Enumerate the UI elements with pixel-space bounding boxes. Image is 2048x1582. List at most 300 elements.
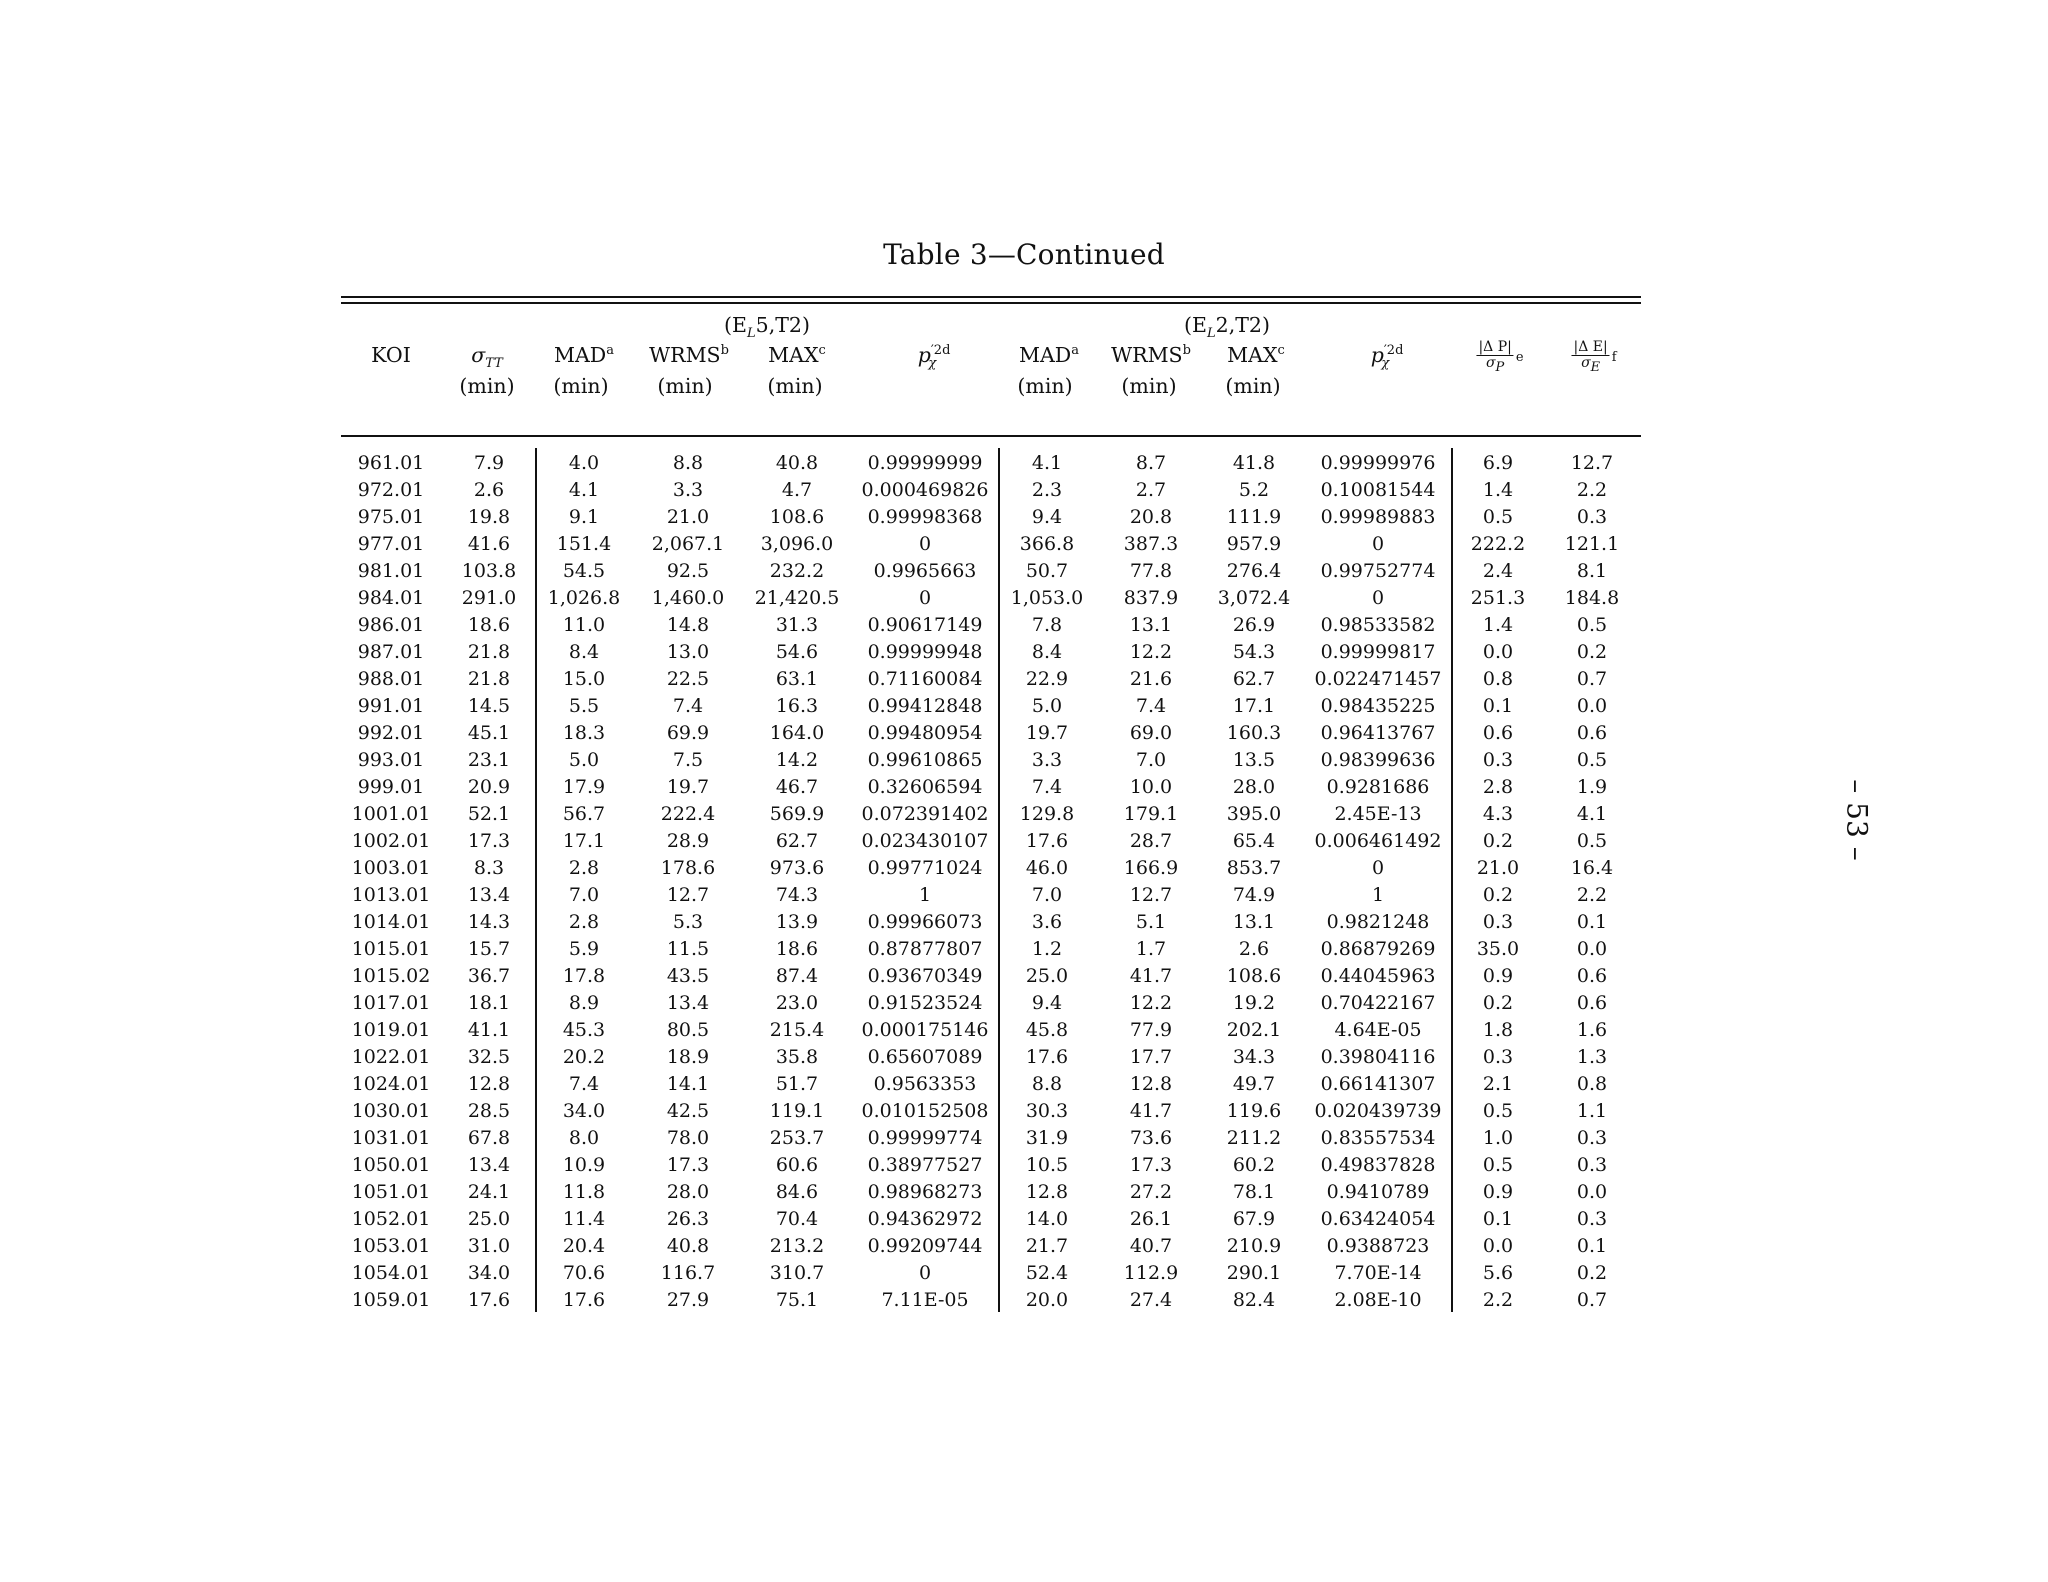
cell-mad-right: 20.0 — [1025, 1289, 1069, 1311]
table-row — [0, 477, 2048, 504]
table-row — [0, 990, 2048, 1017]
cell-sigma-tt: 41.1 — [467, 1019, 511, 1041]
cell-p-left: 0.023430107 — [861, 830, 989, 852]
cell-max-right: 276.4 — [1226, 560, 1282, 582]
cell-koi: 1015.01 — [351, 938, 431, 960]
cell-mad-left: 54.5 — [562, 560, 606, 582]
cell-koi: 1015.02 — [351, 965, 431, 987]
cell-p-left: 0.010152508 — [861, 1100, 989, 1122]
cell-koi: 1053.01 — [351, 1235, 431, 1257]
delta-e-numerator: |Δ E| — [1573, 339, 1608, 355]
cell-delta-p: 0.8 — [1482, 668, 1514, 690]
cell-delta-p: 6.9 — [1482, 452, 1514, 474]
cell-koi: 999.01 — [357, 776, 425, 798]
cell-delta-e: 1.6 — [1576, 1019, 1608, 1041]
group-left-tail: 5,T2) — [755, 313, 810, 337]
unit-max-left: (min) — [767, 374, 823, 398]
cell-max-left: 973.6 — [769, 857, 825, 879]
cell-delta-p: 0.9 — [1482, 965, 1514, 987]
cell-mad-left: 8.4 — [568, 641, 600, 663]
cell-mad-left: 8.0 — [568, 1127, 600, 1149]
cell-wrms-right: 41.7 — [1129, 1100, 1173, 1122]
sigma-symbol: σ — [1485, 355, 1496, 372]
cell-sigma-tt: 52.1 — [467, 803, 511, 825]
cell-sigma-tt: 24.1 — [467, 1181, 511, 1203]
cell-delta-p: 2.1 — [1482, 1073, 1514, 1095]
cell-p-left: 0.65607089 — [867, 1046, 983, 1068]
cell-max-left: 215.4 — [769, 1019, 825, 1041]
unit-mad-right: (min) — [1017, 374, 1073, 398]
cell-wrms-right: 69.0 — [1129, 722, 1173, 744]
cell-mad-left: 4.1 — [568, 479, 600, 501]
cell-delta-e: 0.7 — [1576, 1289, 1608, 1311]
cell-wrms-left: 78.0 — [666, 1127, 710, 1149]
table-row — [0, 1233, 2048, 1260]
cell-p-right: 1 — [1371, 884, 1385, 906]
cell-max-right: 13.5 — [1232, 749, 1276, 771]
cell-mad-right: 10.5 — [1025, 1154, 1069, 1176]
max-label: MAX — [1227, 343, 1278, 367]
cell-max-right: 210.9 — [1226, 1235, 1282, 1257]
cell-max-right: 108.6 — [1226, 965, 1282, 987]
cell-wrms-left: 2,067.1 — [651, 533, 725, 555]
cell-sigma-tt: 21.8 — [467, 641, 511, 663]
cell-delta-e: 0.0 — [1576, 695, 1608, 717]
cell-p-right: 2.08E-10 — [1334, 1289, 1422, 1311]
cell-sigma-tt: 34.0 — [467, 1262, 511, 1284]
cell-sigma-tt: 31.0 — [467, 1235, 511, 1257]
cell-delta-p: 0.2 — [1482, 830, 1514, 852]
unit-wrms-left: (min) — [657, 374, 713, 398]
cell-max-right: 28.0 — [1232, 776, 1276, 798]
cell-delta-e: 1.1 — [1576, 1100, 1608, 1122]
wrms-label: WRMS — [1111, 343, 1183, 367]
cell-koi: 987.01 — [357, 641, 425, 663]
cell-delta-p: 251.3 — [1470, 587, 1526, 609]
cell-p-left: 0.000175146 — [861, 1019, 989, 1041]
cell-sigma-tt: 17.3 — [467, 830, 511, 852]
cell-p-right: 0 — [1371, 533, 1385, 555]
cell-mad-left: 5.9 — [568, 938, 600, 960]
cell-mad-left: 11.4 — [562, 1208, 606, 1230]
cell-p-left: 0.99998368 — [867, 506, 983, 528]
group-left-text: (E — [724, 313, 748, 337]
group-right-text: (E — [1184, 313, 1208, 337]
cell-koi: 986.01 — [357, 614, 425, 636]
cell-max-right: 111.9 — [1226, 506, 1282, 528]
cell-delta-e: 0.5 — [1576, 614, 1608, 636]
cell-mad-right: 4.1 — [1031, 452, 1063, 474]
wrms-label: WRMS — [649, 343, 721, 367]
cell-p-left: 0.87877807 — [867, 938, 983, 960]
cell-p-left: 0.98968273 — [867, 1181, 983, 1203]
cell-max-right: 17.1 — [1232, 695, 1276, 717]
cell-mad-left: 56.7 — [562, 803, 606, 825]
table-header-rule — [341, 435, 1641, 437]
page-number: – 53 – — [1840, 779, 1874, 861]
cell-sigma-tt: 19.8 — [467, 506, 511, 528]
table-row — [0, 1017, 2048, 1044]
cell-p-left: 7.11E-05 — [881, 1289, 969, 1311]
cell-max-left: 62.7 — [775, 830, 819, 852]
cell-max-left: 310.7 — [769, 1262, 825, 1284]
table-row — [0, 504, 2048, 531]
cell-p-left: 0.71160084 — [867, 668, 983, 690]
cell-sigma-tt: 15.7 — [467, 938, 511, 960]
cell-mad-right: 17.6 — [1025, 830, 1069, 852]
cell-sigma-tt: 18.1 — [467, 992, 511, 1014]
sigma-symbol: σ — [1581, 355, 1591, 372]
cell-p-right: 0.9410789 — [1326, 1181, 1430, 1203]
table-row — [0, 801, 2048, 828]
p-sub: χ — [928, 356, 937, 372]
cell-p-left: 0 — [918, 533, 932, 555]
cell-mad-right: 2.3 — [1031, 479, 1063, 501]
cell-delta-p: 0.3 — [1482, 911, 1514, 933]
cell-mad-left: 70.6 — [562, 1262, 606, 1284]
table-row — [0, 612, 2048, 639]
cell-sigma-tt: 20.9 — [467, 776, 511, 798]
unit-mad-left: (min) — [553, 374, 609, 398]
cell-wrms-left: 28.9 — [666, 830, 710, 852]
cell-mad-left: 7.0 — [568, 884, 600, 906]
cell-delta-e: 16.4 — [1570, 857, 1614, 879]
cell-koi: 1052.01 — [351, 1208, 431, 1230]
cell-mad-right: 3.3 — [1031, 749, 1063, 771]
cell-mad-left: 15.0 — [562, 668, 606, 690]
table-row — [0, 1152, 2048, 1179]
cell-max-left: 16.3 — [775, 695, 819, 717]
sigma-tt-sub: TT — [485, 356, 503, 372]
cell-wrms-right: 179.1 — [1123, 803, 1179, 825]
cell-max-left: 70.4 — [775, 1208, 819, 1230]
cell-mad-left: 34.0 — [562, 1100, 606, 1122]
mad-label: MAD — [1019, 343, 1072, 367]
cell-sigma-tt: 14.3 — [467, 911, 511, 933]
cell-mad-left: 7.4 — [568, 1073, 600, 1095]
cell-mad-right: 5.0 — [1031, 695, 1063, 717]
max-label: MAX — [768, 343, 819, 367]
table-row — [0, 558, 2048, 585]
cell-wrms-right: 166.9 — [1123, 857, 1179, 879]
cell-sigma-tt: 36.7 — [467, 965, 511, 987]
cell-max-right: 19.2 — [1232, 992, 1276, 1014]
mad-label: MAD — [554, 343, 607, 367]
cell-p-right: 0.9388723 — [1326, 1235, 1430, 1257]
cell-delta-p: 21.0 — [1476, 857, 1520, 879]
cell-delta-e: 12.7 — [1570, 452, 1614, 474]
cell-max-right: 82.4 — [1232, 1289, 1276, 1311]
cell-wrms-right: 12.7 — [1129, 884, 1173, 906]
cell-sigma-tt: 14.5 — [467, 695, 511, 717]
cell-p-right: 0.83557534 — [1320, 1127, 1436, 1149]
col-header-mad-left — [554, 343, 614, 367]
cell-mad-right: 9.4 — [1031, 506, 1063, 528]
table-row — [0, 963, 2048, 990]
cell-max-right: 3,072.4 — [1217, 587, 1291, 609]
cell-mad-left: 17.8 — [562, 965, 606, 987]
table-row — [0, 1206, 2048, 1233]
cell-sigma-tt: 32.5 — [467, 1046, 511, 1068]
cell-p-left: 0.99771024 — [867, 857, 983, 879]
cell-max-left: 213.2 — [769, 1235, 825, 1257]
cell-p-right: 0.98399636 — [1320, 749, 1436, 771]
cell-delta-p: 2.4 — [1482, 560, 1514, 582]
cell-p-right: 0.9281686 — [1326, 776, 1430, 798]
cell-max-right: 49.7 — [1232, 1073, 1276, 1095]
cell-sigma-tt: 2.6 — [473, 479, 505, 501]
cell-delta-p: 5.6 — [1482, 1262, 1514, 1284]
cell-delta-e: 1.3 — [1576, 1046, 1608, 1068]
col-header-wrms-right — [1111, 343, 1191, 367]
cell-p-right: 0.86879269 — [1320, 938, 1436, 960]
cell-p-right: 0.022471457 — [1314, 668, 1442, 690]
cell-delta-p: 0.2 — [1482, 884, 1514, 906]
cell-max-left: 569.9 — [769, 803, 825, 825]
cell-p-left: 0.9965663 — [873, 560, 977, 582]
cell-wrms-left: 27.9 — [666, 1289, 710, 1311]
cell-mad-right: 21.7 — [1025, 1235, 1069, 1257]
col-header-p-left — [917, 343, 951, 372]
cell-sigma-tt: 12.8 — [467, 1073, 511, 1095]
cell-koi: 1054.01 — [351, 1262, 431, 1284]
cell-wrms-left: 69.9 — [666, 722, 710, 744]
mad-sup: a — [1071, 343, 1079, 359]
cell-p-left: 0.99966073 — [867, 911, 983, 933]
cell-delta-p: 0.1 — [1482, 695, 1514, 717]
table-row — [0, 720, 2048, 747]
cell-mad-right: 19.7 — [1025, 722, 1069, 744]
cell-wrms-left: 80.5 — [666, 1019, 710, 1041]
cell-wrms-left: 3.3 — [672, 479, 704, 501]
cell-delta-e: 0.5 — [1576, 749, 1608, 771]
cell-wrms-right: 7.0 — [1135, 749, 1167, 771]
cell-wrms-right: 2.7 — [1135, 479, 1167, 501]
cell-delta-p: 4.3 — [1482, 803, 1514, 825]
cell-koi: 1059.01 — [351, 1289, 431, 1311]
cell-wrms-right: 27.2 — [1129, 1181, 1173, 1203]
table-row — [0, 639, 2048, 666]
cell-wrms-right: 8.7 — [1135, 452, 1167, 474]
cell-p-left: 0.99209744 — [867, 1235, 983, 1257]
cell-delta-e: 2.2 — [1576, 884, 1608, 906]
cell-max-right: 211.2 — [1226, 1127, 1282, 1149]
cell-koi: 993.01 — [357, 749, 425, 771]
cell-wrms-left: 19.7 — [666, 776, 710, 798]
col-header-delta-e — [1571, 339, 1617, 376]
cell-wrms-right: 77.9 — [1129, 1019, 1173, 1041]
col-header-wrms-left — [649, 343, 729, 367]
group-left-sub: L — [747, 326, 756, 342]
cell-mad-right: 9.4 — [1031, 992, 1063, 1014]
cell-sigma-tt: 7.9 — [473, 452, 505, 474]
cell-koi: 991.01 — [357, 695, 425, 717]
cell-wrms-right: 837.9 — [1123, 587, 1179, 609]
cell-delta-p: 0.6 — [1482, 722, 1514, 744]
cell-delta-e: 0.3 — [1576, 1208, 1608, 1230]
cell-p-left: 0 — [918, 1262, 932, 1284]
unit-max-right: (min) — [1225, 374, 1281, 398]
cell-p-right: 4.64E-05 — [1334, 1019, 1422, 1041]
cell-max-right: 62.7 — [1232, 668, 1276, 690]
cell-max-left: 4.7 — [781, 479, 813, 501]
cell-wrms-right: 41.7 — [1129, 965, 1173, 987]
cell-wrms-left: 13.0 — [666, 641, 710, 663]
cell-delta-e: 0.1 — [1576, 911, 1608, 933]
cell-wrms-left: 116.7 — [660, 1262, 716, 1284]
cell-max-right: 853.7 — [1226, 857, 1282, 879]
group-right-tail: 2,T2) — [1215, 313, 1270, 337]
cell-mad-left: 2.8 — [568, 857, 600, 879]
cell-p-right: 0.49837828 — [1320, 1154, 1436, 1176]
col-header-koi: KOI — [371, 343, 411, 367]
cell-max-right: 957.9 — [1226, 533, 1282, 555]
cell-mad-left: 2.8 — [568, 911, 600, 933]
cell-delta-e: 0.7 — [1576, 668, 1608, 690]
mad-sup: a — [606, 343, 614, 359]
cell-max-left: 46.7 — [775, 776, 819, 798]
cell-max-right: 60.2 — [1232, 1154, 1276, 1176]
table-row — [0, 1071, 2048, 1098]
cell-wrms-left: 8.8 — [672, 452, 704, 474]
col-header-max-right — [1227, 343, 1285, 367]
cell-delta-e: 0.3 — [1576, 506, 1608, 528]
cell-mad-right: 50.7 — [1025, 560, 1069, 582]
cell-mad-left: 17.6 — [562, 1289, 606, 1311]
cell-sigma-tt: 45.1 — [467, 722, 511, 744]
cell-delta-e: 0.8 — [1576, 1073, 1608, 1095]
delta-e-denominator — [1579, 355, 1602, 376]
cell-delta-e: 4.1 — [1576, 803, 1608, 825]
sigma-symbol: σ — [471, 343, 486, 367]
table-row — [0, 450, 2048, 477]
cell-max-left: 13.9 — [775, 911, 819, 933]
cell-delta-p: 0.2 — [1482, 992, 1514, 1014]
cell-delta-e: 0.2 — [1576, 1262, 1608, 1284]
cell-wrms-left: 11.5 — [666, 938, 710, 960]
cell-koi: 1019.01 — [351, 1019, 431, 1041]
cell-max-left: 253.7 — [769, 1127, 825, 1149]
cell-mad-right: 31.9 — [1025, 1127, 1069, 1149]
unit-sigma-tt: (min) — [459, 374, 515, 398]
cell-mad-left: 5.5 — [568, 695, 600, 717]
cell-delta-p: 35.0 — [1476, 938, 1520, 960]
cell-koi: 1024.01 — [351, 1073, 431, 1095]
cell-koi: 1051.01 — [351, 1181, 431, 1203]
cell-mad-left: 1,026.8 — [547, 587, 621, 609]
cell-p-left: 0.99610865 — [867, 749, 983, 771]
cell-delta-e: 121.1 — [1564, 533, 1620, 555]
cell-p-left: 0.000469826 — [861, 479, 989, 501]
col-header-mad-right — [1019, 343, 1079, 367]
cell-delta-e: 1.9 — [1576, 776, 1608, 798]
cell-koi: 992.01 — [357, 722, 425, 744]
cell-wrms-left: 12.7 — [666, 884, 710, 906]
cell-mad-left: 17.1 — [562, 830, 606, 852]
table-row — [0, 585, 2048, 612]
cell-max-right: 5.2 — [1238, 479, 1270, 501]
sigma-e-sub: E — [1590, 360, 1601, 376]
cell-delta-e: 0.0 — [1576, 938, 1608, 960]
cell-max-right: 202.1 — [1226, 1019, 1282, 1041]
cell-max-left: 74.3 — [775, 884, 819, 906]
cell-wrms-right: 21.6 — [1129, 668, 1173, 690]
p-label: p — [917, 343, 931, 367]
cell-max-right: 290.1 — [1226, 1262, 1282, 1284]
cell-p-left: 0.99999948 — [867, 641, 983, 663]
cell-p-left: 0 — [918, 587, 932, 609]
cell-p-right: 0.99999976 — [1320, 452, 1436, 474]
cell-wrms-right: 17.7 — [1129, 1046, 1173, 1068]
cell-delta-e: 0.6 — [1576, 992, 1608, 1014]
cell-delta-p: 1.4 — [1482, 614, 1514, 636]
cell-delta-p: 0.5 — [1482, 1100, 1514, 1122]
cell-max-right: 13.1 — [1232, 911, 1276, 933]
cell-max-left: 119.1 — [769, 1100, 825, 1122]
cell-mad-left: 10.9 — [562, 1154, 606, 1176]
cell-wrms-right: 27.4 — [1129, 1289, 1173, 1311]
cell-max-right: 2.6 — [1238, 938, 1270, 960]
cell-p-right: 0.39804116 — [1320, 1046, 1436, 1068]
cell-delta-p: 2.8 — [1482, 776, 1514, 798]
unit-wrms-right: (min) — [1121, 374, 1177, 398]
cell-wrms-right: 13.1 — [1129, 614, 1173, 636]
cell-delta-p: 0.5 — [1482, 1154, 1514, 1176]
cell-delta-e: 8.1 — [1576, 560, 1608, 582]
cell-wrms-right: 17.3 — [1129, 1154, 1173, 1176]
cell-p-right: 0.63424054 — [1320, 1208, 1436, 1230]
cell-wrms-left: 26.3 — [666, 1208, 710, 1230]
cell-wrms-left: 43.5 — [666, 965, 710, 987]
cell-p-right: 0.020439739 — [1314, 1100, 1442, 1122]
cell-mad-right: 17.6 — [1025, 1046, 1069, 1068]
cell-koi: 1030.01 — [351, 1100, 431, 1122]
cell-wrms-left: 222.4 — [660, 803, 716, 825]
table-row — [0, 828, 2048, 855]
cell-p-left: 1 — [918, 884, 932, 906]
cell-mad-left: 20.4 — [562, 1235, 606, 1257]
delta-p-denominator — [1484, 355, 1506, 376]
cell-p-left: 0.38977527 — [867, 1154, 983, 1176]
cell-p-left: 0.9563353 — [873, 1073, 977, 1095]
cell-mad-right: 7.0 — [1031, 884, 1063, 906]
delta-e-fraction — [1571, 339, 1609, 376]
cell-p-right: 0.99999817 — [1320, 641, 1436, 663]
cell-delta-e: 0.1 — [1576, 1235, 1608, 1257]
table-row — [0, 693, 2048, 720]
page-title: Table 3—Continued — [883, 238, 1165, 271]
cell-p-right: 0.98533582 — [1320, 614, 1436, 636]
cell-mad-left: 4.0 — [568, 452, 600, 474]
cell-mad-right: 1.2 — [1031, 938, 1063, 960]
group-header-el2-t2 — [1184, 313, 1270, 342]
table-row — [0, 747, 2048, 774]
delta-p-numerator: |Δ P| — [1478, 339, 1512, 355]
cell-max-right: 160.3 — [1226, 722, 1282, 744]
cell-mad-right: 8.4 — [1031, 641, 1063, 663]
cell-p-right: 0 — [1371, 587, 1385, 609]
col-header-sigma-tt — [471, 343, 503, 372]
cell-wrms-left: 21.0 — [666, 506, 710, 528]
cell-koi: 961.01 — [357, 452, 425, 474]
cell-koi: 1031.01 — [351, 1127, 431, 1149]
cell-max-left: 35.8 — [775, 1046, 819, 1068]
cell-koi: 988.01 — [357, 668, 425, 690]
cell-delta-e: 0.6 — [1576, 965, 1608, 987]
delta-e-sup: f — [1611, 350, 1617, 366]
cell-max-left: 40.8 — [775, 452, 819, 474]
cell-wrms-right: 40.7 — [1129, 1235, 1173, 1257]
